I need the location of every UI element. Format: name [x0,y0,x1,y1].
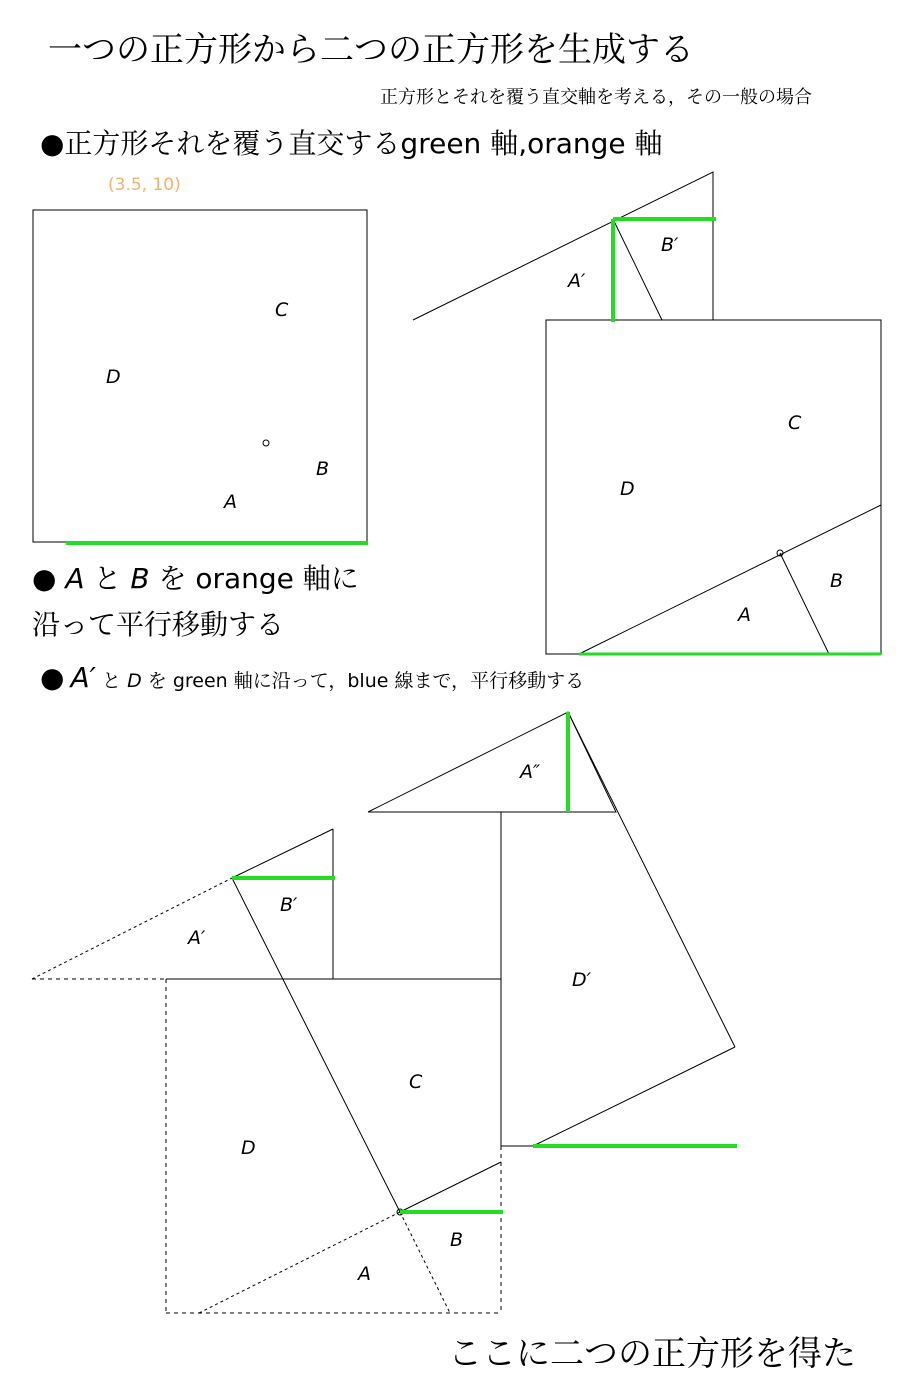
figure3-tilted-bottom [533,1047,735,1146]
figure3-label-a-double-prime: A″ [520,761,541,783]
page-title: 一つの正方形から二つの正方形を生成する [48,30,694,70]
figure2-square [546,320,881,654]
figure3-label-a: A [358,1263,371,1285]
figure2-label-a-prime: A′ [568,270,586,292]
figure3-lower-dashed-perp [400,1212,450,1313]
figure1-label-c: C [275,299,289,321]
figure2-label-c: C [788,412,802,434]
bullet3-to: と [102,670,122,692]
figure1-label-b: B [316,458,330,480]
figure3-short-diagonal [400,1162,501,1212]
bullet3-rest: を green 軸に沿って，blue 線まで，平行移動する [147,670,585,692]
figure2-label-d: D [620,478,635,500]
particle-to: と [93,562,122,595]
figure1-label-a: A [224,491,237,513]
label-b: B [130,562,150,595]
figure3-label-c: C [409,1071,423,1093]
bullet-mark: ● [32,562,57,595]
figure2-label-b: B [830,570,844,592]
figure1-label-d: D [106,366,121,388]
figure3-left-triangle-hyp [232,829,333,878]
figure2-translated [413,172,881,654]
figure3-label-d: D [241,1137,256,1159]
figure3-tilted-side [568,712,735,1047]
figure3-label-b: B [450,1229,464,1251]
figure2-label-b-prime: B′ [661,234,679,256]
figure2-divider [613,219,662,320]
label-a-prime: A′ [70,661,96,694]
figure2-perpendicular [780,553,829,654]
figure3-final [32,712,737,1313]
coordinate-label: (3.5, 10) [108,175,181,195]
figure3-top-triangle [368,712,616,812]
bullet2-rest: を orange 軸に [158,562,359,595]
figure3-label-d-prime: D′ [572,969,591,991]
figure3-label-b-prime: B′ [280,894,298,916]
page-subtitle: 正方形とそれを覆う直交軸を考える，その一般の場合 [380,87,812,108]
bullet-translate-ab-line2: 沿って平行移動する [32,608,285,641]
figure3-long-diagonal [232,878,400,1212]
figure1-pivot-point [263,440,269,446]
label-d: D [127,670,142,692]
figure1-square [33,210,367,542]
bullet-mark: ● [40,661,65,694]
figure1-square-with-axes [33,210,368,543]
conclusion-text: ここに二つの正方形を得た [448,1334,856,1374]
label-a: A [65,562,85,595]
bullet-square-axes: ●正方形それを覆う直交するgreen 軸,orange 軸 [40,127,663,160]
figure2-label-a: A [738,604,751,626]
figure3-label-a-prime: A′ [188,927,206,949]
